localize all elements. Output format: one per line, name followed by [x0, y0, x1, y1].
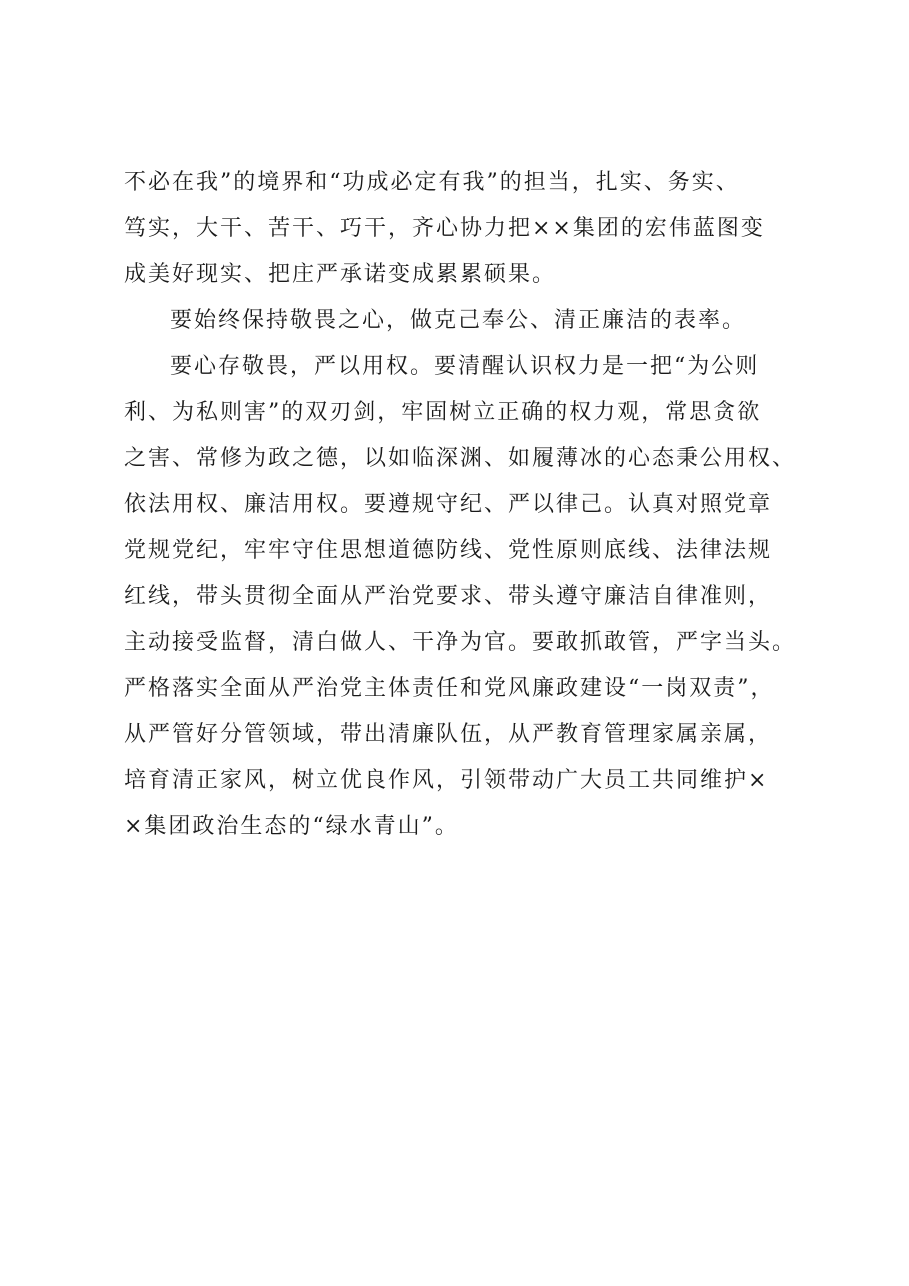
- text-line: 主动接受监督，清白做人、干净为官。要敢抓敢管，严字当头。: [124, 630, 797, 655]
- text-line: 之害、常修为政之德，以如临深渊、如履薄冰的心态秉公用权、: [124, 446, 797, 471]
- text-line: 从严管好分管领域，带出清廉队伍，从严教育管理家属亲属，: [124, 722, 773, 747]
- text-line: 依法用权、廉洁用权。要遵规守纪、严以律己。认真对照党章: [124, 492, 773, 517]
- text-line: 利、为私则害”的双刃剑，牢固树立正确的权力观，常思贪欲: [124, 400, 762, 425]
- paragraph-heading-line: 要始终保持敬畏之心，做克己奉公、清正廉洁的表率。: [170, 308, 747, 333]
- text-line: 红线，带头贯彻全面从严治党要求、带头遵守廉洁自律准则，: [124, 584, 773, 609]
- document-body: [124, 160, 824, 850]
- text-line: 成美好现实、把庄严承诺变成累累硕果。: [124, 262, 557, 287]
- text-line: 不必在我”的境界和“功成必定有我”的担当，扎实、务实、: [124, 170, 740, 195]
- text-line: 笃实，大干、苦干、巧干，齐心协力把××集团的宏伟蓝图变: [124, 216, 765, 241]
- text-line: 严格落实全面从严治党主体责任和党风廉政建设“一岗双责”，: [124, 676, 775, 701]
- text-line: 要心存敬畏，严以用权。要清醒认识权力是一把“为公则: [170, 354, 760, 379]
- text-line: ×集团政治生态的“绿水青山”。: [124, 814, 459, 839]
- text-line: 培育清正家风，树立优良作风，引领带动广大员工共同维护×: [124, 768, 769, 793]
- text-line: 党规党纪，牢牢守住思想道德防线、党性原则底线、法律法规: [124, 538, 773, 563]
